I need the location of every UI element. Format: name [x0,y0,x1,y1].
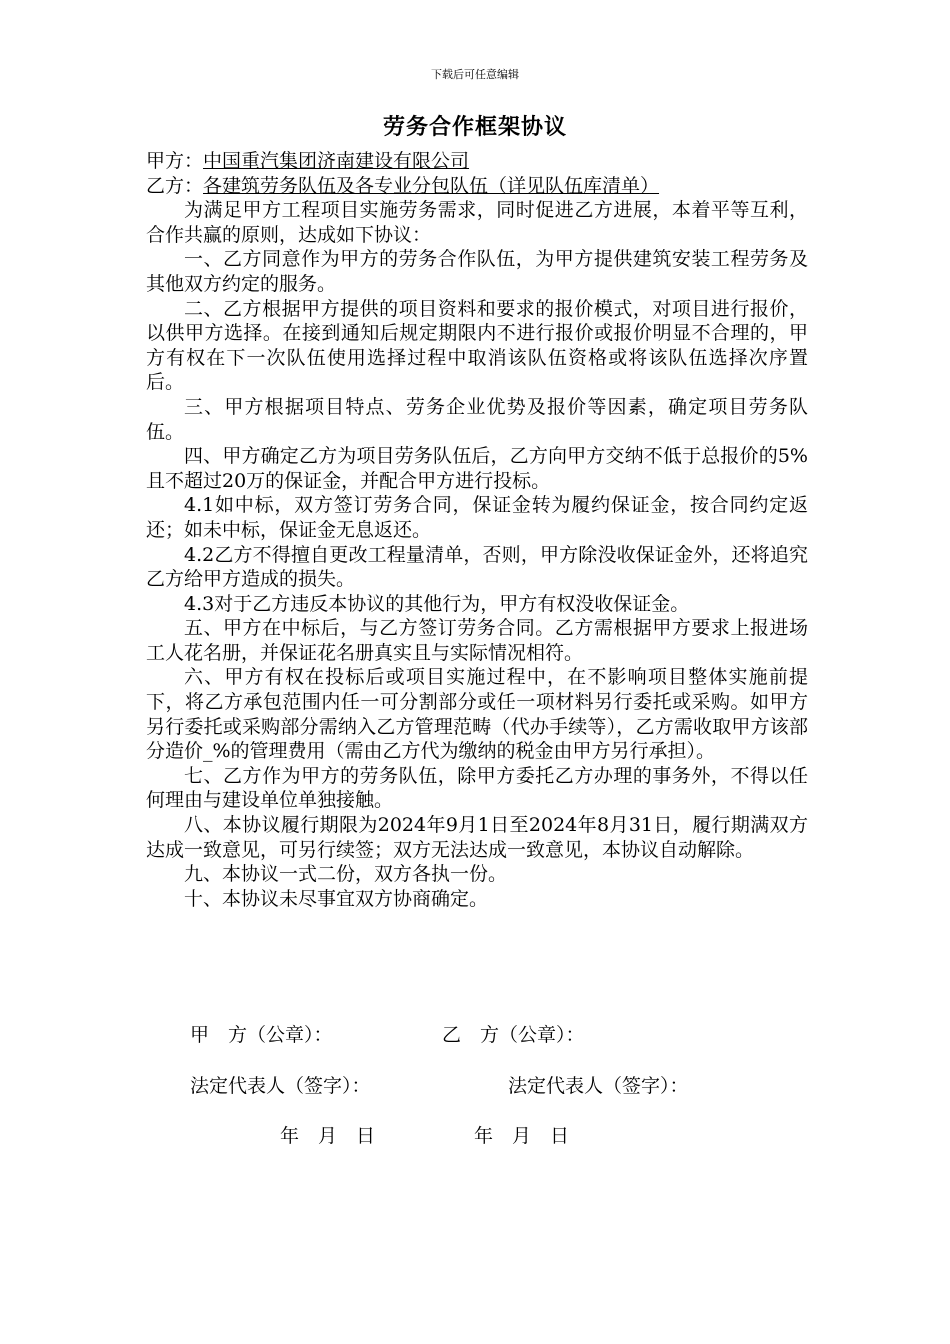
clause-10: 十、本协议未尽事宜双方协商确定。 [184,887,489,910]
clause-7: 七、乙方作为甲方的劳务队伍，除甲方委托乙方办理的事务外，不得以任何理由与建设单位单独接触。 [146,764,808,812]
clause-4-1: 4.1如中标，双方签订劳务合同，保证金转为履约保证金，按合同约定返还；如未中标，保证金无息返还。 [146,494,808,541]
party-b-seal-label: 乙 方（公章）： [442,1024,585,1046]
clause-4-3: 4.3对于乙方违反本协议的其他行为，甲方有权没收保证金。 [184,592,690,615]
clause-3: 三、甲方根据项目特点、劳务企业优势及报价等因素，确定项目劳务队伍。 [146,395,808,443]
clause-4: 四、甲方确定乙方为项目劳务队伍后，乙方向甲方交纳不低于总报价的5%且不超过20万的保证金，并配合甲方进行投标。 [146,445,808,492]
party-a-rep-label: 法定代表人（签字）： [190,1075,371,1097]
clause-4-2: 4.2乙方不得擅自更改工程量清单，否则，甲方除没收保证金外，还将追究乙方给甲方造成的损失。 [146,543,808,591]
party-b-name: 各建筑劳务队伍及各专业分包队伍（详见队伍库清单） [203,174,660,197]
intro-paragraph: 为满足甲方工程项目实施劳务需求，同时促进乙方进展，本着平等互利，合作共赢的原则，达成如下协议： [146,199,808,246]
party-a-date-label: 年 月 日 [280,1125,376,1147]
party-b-rep-label: 法定代表人（签字）： [508,1075,689,1097]
document-title: 劳务合作框架协议 [382,114,567,140]
clause-2: 二、乙方根据甲方提供的项目资料和要求的报价模式，对项目进行报价，以供甲方选择。在接到通知后规定期限内不进行报价或报价明显不合理的，甲方有权在下一次队伍使用选择过程中取消该队伍资格或将该队伍选择次序置后。 [146,297,808,394]
clause-9: 九、本协议一式二份，双方各执一份。 [184,863,508,886]
party-a-seal-label: 甲 方（公章）： [190,1024,333,1046]
party-b-date-label: 年 月 日 [474,1125,570,1147]
agreement-body [146,149,808,911]
party-a-label: 甲方： [146,150,204,172]
party-b-line [146,174,808,199]
party-a-line [146,149,808,174]
clause-1: 一、乙方同意作为甲方的劳务合作队伍，为甲方提供建筑安装工程劳务及其他双方约定的服务。 [146,248,808,295]
header-note: 下载后可任意编辑 [431,68,519,81]
party-b-label: 乙方： [146,174,204,197]
clause-8: 八、本协议履行期限为2024年9月1日至2024年8月31日，履行期满双方达成一致意见，可另行续签；双方无法达成一致意见，本协议自动解除。 [146,814,808,861]
party-a-name: 中国重汽集团济南建设有限公司 [203,150,470,172]
clause-6: 六、甲方有权在投标后或项目实施过程中，在不影响项目整体实施前提下，将乙方承包范围内任一可分割部分或任一项材料另行委托或采购。如甲方另行委托或采购部分需纳入乙方管理范畴（代办手续等），乙方需收取甲方该部分造价_%的管理费用（需由乙方代为缴纳的税金由甲方另行承担）。 [146,666,808,763]
clause-5: 五、甲方在中标后，与乙方签订劳务合同。乙方需根据甲方要求上报进场工人花名册，并保证花名册真实且与实际情况相符。 [146,617,808,664]
